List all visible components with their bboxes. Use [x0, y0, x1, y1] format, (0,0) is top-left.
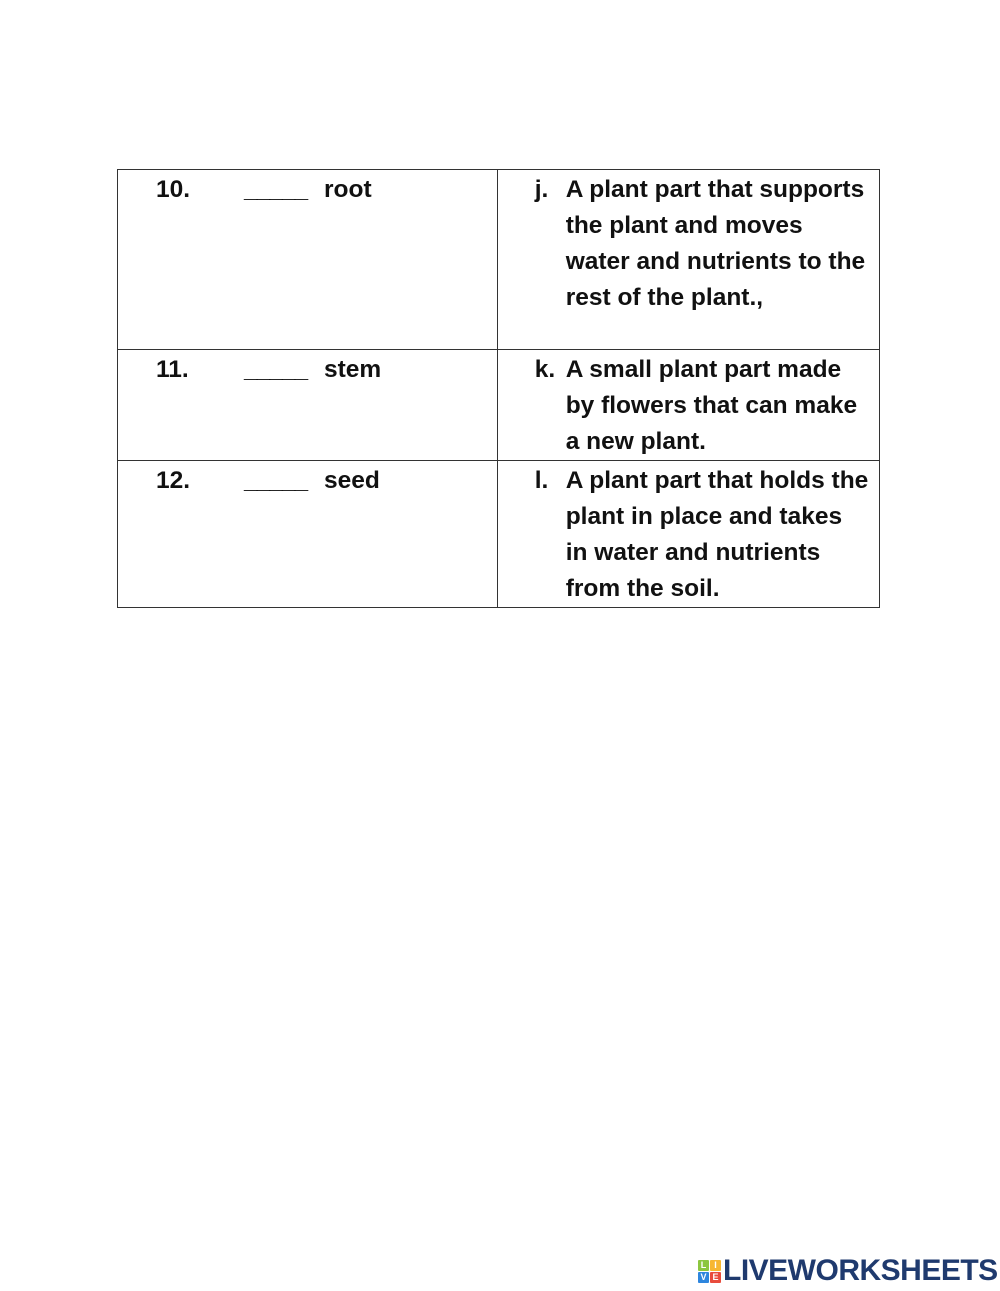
term-cell: [118, 461, 498, 608]
definition-cell: [497, 170, 879, 350]
definition-text: A plant part that supports the plant and moves water and nutrients to the rest of the plant.,: [565, 176, 866, 311]
logo-wordmark: LIVEWORKSHEETS: [723, 1254, 998, 1287]
definition-letter: j.: [534, 176, 549, 203]
term-cell: [118, 350, 498, 461]
item-number: 12.: [156, 467, 191, 494]
definition-cell: [497, 461, 879, 608]
logo-tile: V: [698, 1272, 709, 1283]
answer-blank[interactable]: _____: [244, 176, 308, 203]
live-tiles-icon: [698, 1260, 721, 1283]
table-row: [118, 350, 880, 461]
term-cell: [118, 170, 498, 350]
definition-text: A plant part that holds the plant in place and takes in water and nutrients from the soil.: [565, 467, 869, 602]
table-row: [118, 461, 880, 608]
logo-tile: I: [710, 1260, 721, 1271]
matching-table: [117, 169, 880, 608]
item-number: 10.: [156, 176, 191, 203]
item-number: 11.: [156, 356, 189, 383]
definition-text: A small plant part made by flowers that can make a new plant.: [565, 356, 858, 455]
definition-letter: l.: [534, 467, 549, 494]
term-label: stem: [324, 356, 382, 383]
answer-blank[interactable]: _____: [244, 356, 308, 383]
term-label: seed: [324, 467, 380, 494]
logo-tile: L: [698, 1260, 709, 1271]
answer-blank[interactable]: _____: [244, 467, 308, 494]
definition-letter: k.: [534, 356, 556, 383]
table-row: [118, 170, 880, 350]
liveworksheets-logo: [698, 1256, 998, 1286]
definition-cell: [497, 350, 879, 461]
logo-tile: E: [710, 1272, 721, 1283]
term-label: root: [324, 176, 372, 203]
